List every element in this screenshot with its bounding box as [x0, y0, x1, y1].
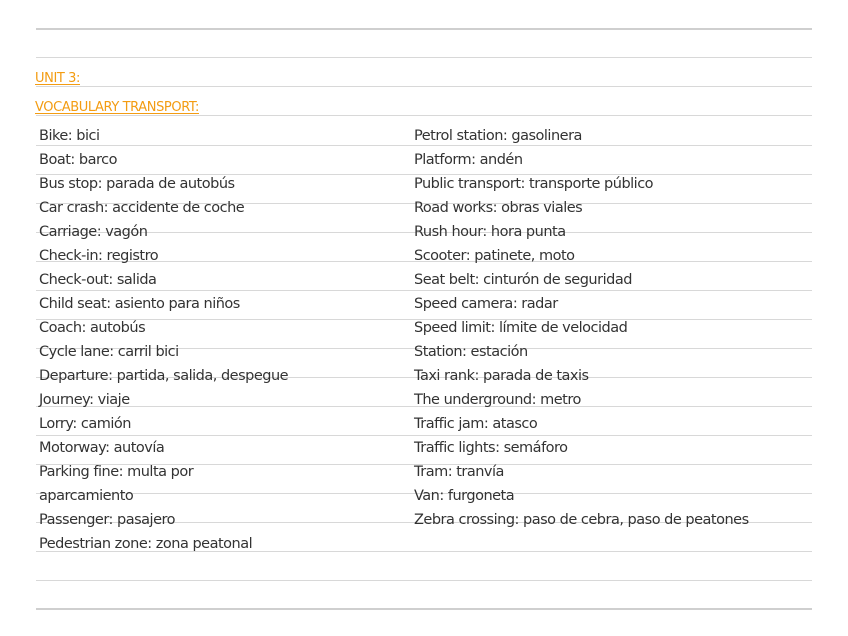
vocab-item: Bus stop: parada de autobús	[39, 176, 235, 192]
vocab-item: Van: furgoneta	[414, 488, 515, 504]
rule-line	[36, 580, 812, 581]
vocab-item: Carriage: vagón	[39, 224, 148, 240]
vocab-item: Speed limit: límite de velocidad	[414, 320, 628, 336]
rule-line	[36, 86, 812, 87]
vocab-item: Traffic lights: semáforo	[414, 440, 568, 456]
vocab-item: Passenger: pasajero	[39, 512, 176, 528]
rule-line	[36, 608, 812, 610]
vocab-item: Station: estación	[414, 344, 528, 360]
vocab-item: Public transport: transporte público	[414, 176, 654, 192]
unit-heading: UNIT 3:	[35, 71, 80, 86]
vocab-item: Parking fine: multa por	[39, 464, 194, 480]
vocab-item: Check-out: salida	[39, 272, 157, 288]
vocab-item: Scooter: patinete, moto	[414, 248, 575, 264]
rule-line	[36, 28, 812, 30]
vocab-item: Platform: andén	[414, 152, 523, 168]
vocab-item: Zebra crossing: paso de cebra, paso de peatones	[414, 512, 749, 528]
vocab-item: aparcamiento	[39, 488, 134, 504]
section-heading: VOCABULARY TRANSPORT:	[35, 100, 199, 115]
vocab-item: Child seat: asiento para niños	[39, 296, 240, 312]
vocab-item: Car crash: accidente de coche	[39, 200, 245, 216]
vocab-item: Check-in: registro	[39, 248, 159, 264]
vocab-item: Taxi rank: parada de taxis	[414, 368, 589, 384]
vocab-item: Speed camera: radar	[414, 296, 558, 312]
vocabulary-list-right	[414, 124, 749, 532]
vocab-item: Rush hour: hora punta	[414, 224, 566, 240]
vocabulary-list-left	[39, 124, 288, 556]
vocab-item: Traffic jam: atasco	[414, 416, 538, 432]
rule-line	[36, 115, 812, 116]
vocab-item: Journey: viaje	[39, 392, 130, 408]
rule-line	[36, 57, 812, 58]
vocab-item: Departure: partida, salida, despegue	[39, 368, 289, 384]
vocab-item: Pedestrian zone: zona peatonal	[39, 536, 253, 552]
vocab-item: The underground: metro	[414, 392, 581, 408]
vocab-item: Cycle lane: carril bici	[39, 344, 179, 360]
vocab-item: Bike: bici	[39, 128, 100, 144]
vocab-item: Lorry: camión	[39, 416, 131, 432]
vocab-item: Tram: tranvía	[414, 464, 504, 480]
vocab-item: Coach: autobús	[39, 320, 146, 336]
vocab-item: Boat: barco	[39, 152, 117, 168]
vocab-item: Motorway: autovía	[39, 440, 165, 456]
vocab-item: Seat belt: cinturón de seguridad	[414, 272, 632, 288]
vocab-item: Road works: obras viales	[414, 200, 583, 216]
vocab-item: Petrol station: gasolinera	[414, 128, 582, 144]
